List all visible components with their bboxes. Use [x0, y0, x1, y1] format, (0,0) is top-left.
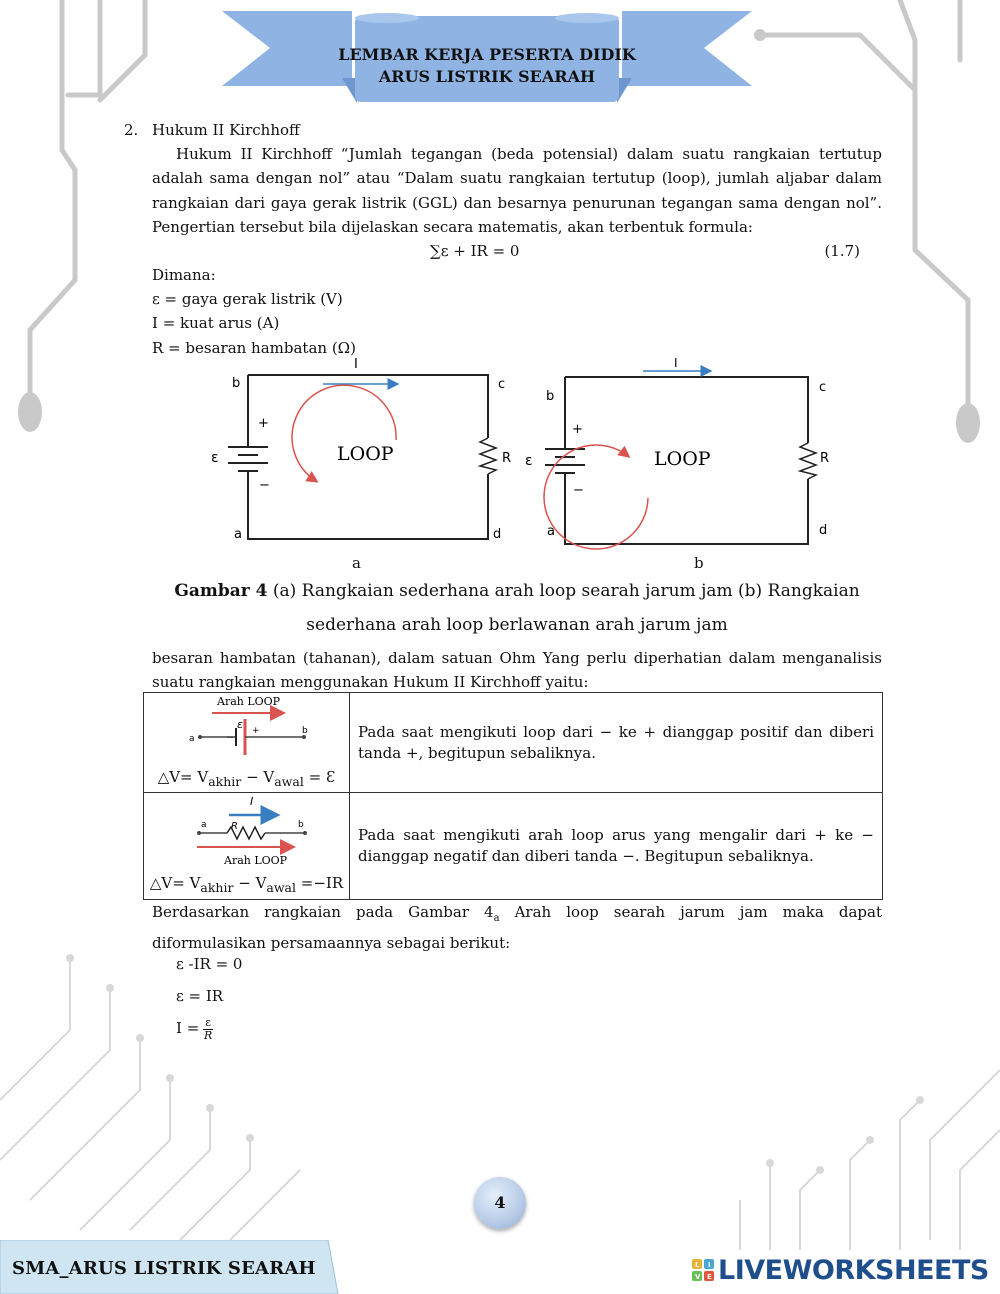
derived-equations — [176, 948, 242, 1044]
rule1-diagram-cell — [144, 693, 350, 793]
rule1-minus: − — [225, 733, 234, 743]
table-row — [144, 793, 883, 900]
rule1-eq-sub2: awal — [274, 774, 304, 789]
logo-cell-l: L — [695, 1261, 700, 1269]
rule1-equation — [144, 767, 349, 792]
circuit-figures — [208, 358, 848, 578]
logo-text: LIVEWORKSHEETS — [718, 1254, 989, 1286]
rule1-node-a: a — [188, 734, 195, 744]
circuit-a-loop-label: LOOP — [337, 443, 394, 465]
rule2-arrow-label: Arah LOOP — [223, 853, 287, 867]
rule1-symbol: ε — [236, 718, 243, 731]
caption-text: (a) Rangkaian sederhana arah loop searah jarum jam (b) Rangkaian sederhana arah loop berlawanan arah jarum jam — [267, 581, 860, 635]
conclusion-text-after: Arah loop searah jarum jam maka dapat diformulasikan persamaannya sebagai berikut: — [152, 903, 882, 952]
equation-1: ε -IR = 0 — [176, 955, 243, 973]
intro-paragraph: besaran hambatan (tahanan), dalam satuan Ohm Yang perlu diperhatian dalam menganalisis suatu rangkaian menggunakan Hukum II Kirchhoff yaitu: — [152, 649, 882, 691]
logo-grid-icon — [692, 1259, 714, 1281]
table-row — [144, 693, 883, 793]
rule2-diagram-cell — [144, 793, 350, 900]
circuit-b-node-b: b — [546, 389, 555, 404]
header-title-line2: ARUS LISTRIK SEARAH — [378, 67, 596, 86]
footer-title: SMA_ARUS LISTRIK SEARAH — [12, 1258, 316, 1279]
circuit-a-node-b: b — [232, 376, 241, 391]
rule1-eq-mid: − V — [241, 768, 275, 786]
circuit-a-emf-label: ε — [211, 450, 219, 466]
page-number: 4 — [474, 1177, 526, 1229]
equation-3-prefix: I = — [176, 1019, 200, 1037]
rule2-eq-sub2: awal — [266, 879, 297, 895]
definition-emf: ε = gaya gerak listrik (V) — [152, 290, 343, 309]
rule2-resistor-label: R — [230, 820, 238, 832]
rule2-node-b: b — [297, 819, 304, 830]
liveworksheets-logo[interactable] — [692, 1253, 989, 1287]
rule1-text: Pada saat mengikuti loop dari − ke + dianggap positif dan diberi tanda +, begitupun sebaliknya. — [350, 693, 883, 793]
resistor-segment-diagram — [172, 795, 322, 867]
conclusion-text-before: Berdasarkan rangkaian pada Gambar 4 — [152, 903, 494, 921]
circuit-b-node-d: d — [819, 523, 828, 538]
section-number: 2. — [124, 121, 139, 139]
rule1-plus: + — [251, 726, 260, 736]
section-content — [124, 118, 882, 360]
rules-table — [143, 692, 883, 900]
section-title: Hukum II Kirchhoff — [152, 121, 300, 139]
rule1-eq-prefix: △V= V — [157, 768, 209, 786]
circuit-b-loop-label: LOOP — [654, 448, 711, 470]
fraction-numerator: ε — [205, 1015, 211, 1029]
circuit-a-resistor-label: R — [502, 451, 512, 466]
logo-cell-e: E — [707, 1273, 712, 1281]
section-paragraph: Hukum II Kirchhoff “Jumlah tegangan (beda potensial) dalam suatu rangkaian tertutup adalah sama dengan nol” atau “Dalam suatu rangkaian tertutup (loop), jumlah aljabar dalam rangkaian dari gaya gerak listrik (GGL) dan besarnya penurunan tegangan sama dengan nol”. Pengertian tersebut bila dijelaskan secara matematis, akan terbentuk formula: — [152, 145, 882, 236]
formula-line — [152, 239, 882, 263]
battery-segment-diagram — [172, 693, 322, 761]
where-label: Dimana: — [152, 266, 216, 285]
figure-caption — [152, 574, 882, 642]
rule2-text: Pada saat mengikuti arah loop arus yang mengalir dari + ke − dianggap negatif dan diberi tanda −. Begitupun sebaliknya. — [350, 793, 883, 900]
rule2-node-a: a — [200, 819, 207, 830]
circuit-b — [525, 358, 829, 549]
circuit-a-minus: − — [259, 478, 270, 493]
caption-figure-number: Gambar 4 — [174, 581, 268, 601]
figure-label-b: b — [694, 554, 704, 572]
figure-label-a: a — [352, 554, 361, 572]
rule1-arrow-label: Arah LOOP — [216, 695, 280, 708]
equation-2: ε = IR — [176, 987, 224, 1005]
circuit-b-node-c: c — [819, 380, 827, 395]
circuit-b-node-a: a — [547, 524, 555, 539]
rule2-equation — [144, 873, 349, 898]
fraction-denominator: R — [203, 1028, 213, 1042]
header-title-line1: LEMBAR KERJA PESERTA DIDIK — [338, 45, 636, 64]
circuit-a-node-d: d — [493, 527, 502, 542]
rule2-eq-suffix: =−IR — [296, 873, 344, 892]
circuit-b-plus: + — [572, 422, 583, 437]
header-banner — [222, 8, 752, 108]
circuit-a-node-c: c — [498, 377, 506, 392]
circuit-a-current-label: I — [354, 358, 358, 372]
circuit-diagrams — [208, 358, 848, 558]
circuit-b-current-label: I — [674, 358, 678, 370]
circuit-a-plus: + — [258, 416, 269, 431]
equation-3 — [176, 1012, 242, 1044]
rule2-eq-sub1: akhir — [200, 879, 234, 895]
circuit-a — [211, 358, 511, 542]
rule2-eq-prefix: △V= V — [149, 873, 201, 892]
definition-resistance: R = besaran hambatan (Ω) — [152, 338, 356, 357]
definition-current: I = kuat arus (A) — [152, 314, 280, 333]
rule1-eq-suffix: = Ɛ — [303, 768, 336, 786]
conclusion-paragraph — [152, 900, 882, 955]
circuit-b-resistor-label: R — [820, 451, 830, 466]
equation-3-fraction — [203, 1017, 213, 1042]
formula: ∑ε + IR = 0 — [430, 242, 520, 261]
formula-number: (1.7) — [824, 242, 860, 261]
conclusion-subscript: a — [493, 913, 500, 924]
circuit-b-emf-label: ε — [525, 453, 533, 469]
circuit-b-minus: − — [573, 483, 584, 498]
rule1-node-b: b — [301, 726, 308, 736]
rule2-eq-mid: − V — [233, 873, 267, 892]
rule1-eq-sub1: akhir — [208, 774, 242, 789]
logo-cell-v: V — [695, 1273, 701, 1281]
circuit-a-node-a: a — [234, 527, 242, 542]
logo-cell-i: I — [708, 1261, 711, 1269]
rule2-current-label: I — [249, 794, 253, 808]
